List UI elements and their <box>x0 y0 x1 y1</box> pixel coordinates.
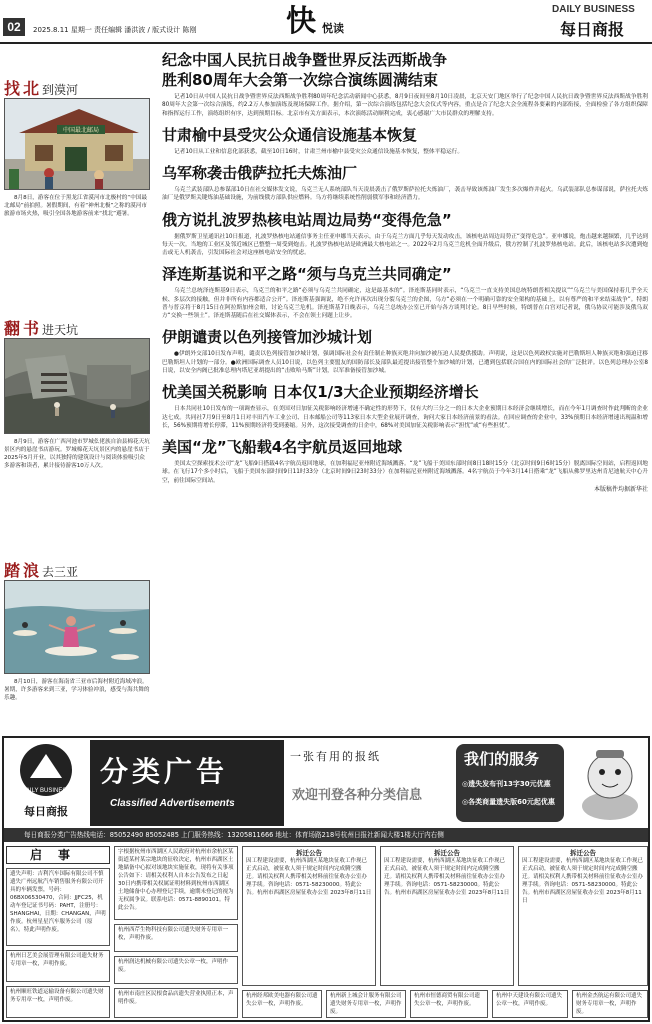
photo-column <box>0 50 152 738</box>
section-title: 快 <box>286 4 316 39</box>
article <box>162 382 648 430</box>
article-headline: 俄方说扎波罗热核电站周边局势“变得危急” <box>162 210 452 229</box>
ads-slogan: 一张有用的报纸 <box>290 750 381 763</box>
mascot-icon <box>574 746 646 824</box>
article-headline: 乌军称袭击俄萨拉托夫炼油厂 <box>162 164 358 183</box>
photo-heading: 踏浪去三亚 <box>4 561 79 580</box>
article-body: 日本共同社10日发布的一项调查显示，在美国对日加征关税影响经济增速不确定性的形势下，仅有大约三分之一的日本大企业预期日本经济会继续增长，而在今年1月调查时作此判断的企业达七成。共同社7月9日至8月1日对丰田汽车工业公司、日本邮船公司等113家日本大型企业展开调查，询问大家日本经济前景的看法。在回应调查的企业中，33%预期日本经济增速出现温和增长，56%预期将增长停滞，11%预期经济将受到萎缩。另外，这次接受调查的日企中，68%对美国加征关税影响表示“担忧”或“有些担忧”。 <box>162 406 648 429</box>
photo-section-2 <box>4 316 150 470</box>
section-subtitle: 悦读 <box>322 22 344 35</box>
ad-demolition-notice: 拆迁公告 因工程建设需要，杭州西湖区某地块征收工作现已正式启动，被征收人须于规定时间内完成腾空搬迁。请相关权利人携带相关材料前往征收办公室办理手续。咨询电话：0571-58230000。特此公告。杭州市西湖区房屋征收办公室 2023年8月11日 <box>242 846 376 986</box>
photo-caption: 8月8日，游客在位于黑龙江省漠河市北极村的“中国最北邮局”前拍照。暑假期间，有着“神州北极”之称的漠河市旅游市场火热，吸引全国各地游客前来“找北”避暑。 <box>4 195 148 218</box>
notice-label: 启事 <box>6 846 110 864</box>
ad-notice: 字根据杭州市西湖区人民政府对杭州市余杭区某街道某村某宗地块的征收决定，杭州市西湖区土地储备中心拟对该地块实施征收，现将有关事项公告如下：请相关权利人自本公告发布之日起30日内携带相关权属证明材料到杭州市西湖区土地储备中心办理登记手续，逾期未登记的视为无权属争议。联系电话：0571-8890101。特此公告。 <box>114 846 238 920</box>
paper-logo <box>6 740 86 826</box>
photo-caption: 8月10日，游客在海南省三亚市后海村附近海域冲浪。暑期，许多游客来到三亚，学习体验冲浪，感受与海共舞的乐趣。 <box>4 679 150 702</box>
service-box <box>456 744 564 822</box>
article-body: 据俄罗斯卫星通讯社10日报道，扎波罗热核电站通信事务主任亚申娜当天表示，由于乌克兰方面几乎每天发动攻击，该核电站周边局势正“变得危急”。亚申娜说，炮击越来越频繁，几乎达到每天一次。当地的工业区及邻近城区已整整一周受到炮击。扎波罗热核电站是欧洲最大核电站之一。2022年2月乌克兰危机全面升级后，俄方控制了扎波罗热核电站。此后，该核电站多次遭到炮击或无人机袭击，引发国际社会对这座核电站安全的忧虑。 <box>162 233 648 257</box>
ad-notice: 杭州新上城会计服务有限公司遗失财务专用章一枚，声明作废。 <box>326 990 406 1018</box>
photo-mohe-post-office <box>4 98 150 190</box>
article-body: 记者10日从工业和信息化部获悉，截至10日16时，甘肃兰州市榆中县受灾公众通信设施基本恢复，整体平稳运行。 <box>174 148 464 155</box>
article <box>162 125 648 156</box>
photo-section-1 <box>4 76 150 218</box>
logo-text: 每日商报 <box>24 805 68 819</box>
ad-demolition-notice: 拆迁公告 因工程建设需要，杭州西湖区某地块征收工作现已正式启动，被征收人须于规定时间内完成腾空搬迁。请相关权利人携带相关材料前往征收办公室办理手续。咨询电话：0571-58230000。特此公告。杭州市西湖区房屋征收办公室 2023年8月11日 <box>380 846 514 986</box>
article-body: ●伊朗外交部10日发布声明，谴责以色列接管加沙城计划，强调国际社会有责任制止种族灭绝并向加沙被压迫人民提供援助。声明说，这是以色列政权实施对巴勒斯坦人种族灭绝和强迫迁移巴勒斯坦人计划的一部分。●欧洲国际调查人员10日说，以色列主要盟友的国防部长及部队最近提出接管整个加沙城的计划，已遭到包括联合国在内的国际社会的广泛批评。以色列总理办公室8日说，以安全内阁已批准总理内塔尼亚胡提出的“击败哈马斯”计划，以军准备接管加沙城。 <box>162 351 648 374</box>
ad-notice: 杭州顺旺铁道运输设备有限公司遗失财务专用章一枚，声明作废。 <box>6 986 110 1018</box>
article-headline-line: 纪念中国人民抗日战争暨世界反法西斯战争 <box>162 51 448 69</box>
ad-notice: 杭州日艺美会展管理有限公司遗失财务专用章一枚，声明作废。 <box>6 950 110 982</box>
ad-notice: 遗失声明：吉利汽车国际有限公司不慎遗失广州远航汽车销售服务有限公司开具的车辆发票，号码：06BX06530470，合同：JJFC25，机动车登记证书号码：PAHT，注册号：SHANGHAI，日期：CHANGAN，声明作废。杭州星星汽车服务公司（原名）。特此声明作废。 <box>6 868 110 946</box>
ads-tagline: 欢迎刊登各种分类信息 <box>292 788 423 803</box>
paper-name-en: DAILY BUSINESS <box>552 4 635 15</box>
source-credit: 本版稿件均据新华社 <box>593 485 648 493</box>
article-headline: 伊朗谴责以色列接管加沙城计划 <box>162 328 373 347</box>
article <box>162 210 648 258</box>
ads-title-block <box>90 740 284 826</box>
article-headline: 泽连斯基说和平之路“须与乌克兰共同确定” <box>162 265 452 284</box>
ad-notice: 杭州市南庄区民根食品店遗失营业执照正本，声明作废。 <box>114 988 238 1018</box>
article-body: 乌克兰武装部队总参谋部10日在社交媒体发文说，乌克兰无人系统部队当天凌晨袭击了俄罗斯萨拉托夫炼油厂，袭击导致该炼油厂发生多次爆炸并起火。乌武装部队总参谋部说，萨拉托夫炼油厂是俄罗斯关键炼油基础设施，为前线俄方部队供应燃料。乌方将继续系统性削弱俄军事和经济潜力。 <box>162 187 648 202</box>
photo-caption: 8月9日，游客在广西河池市罗城仫佬族自治县棉花天坑景区内的悬崖书店游玩。罗城棉花天坑景区内的悬崖书店于2025年5月开业，以其独特的建筑设计与阅读体验吸引众多游客和读者，累计接待游客10万人次。 <box>4 439 150 470</box>
news-column <box>162 50 648 494</box>
logo-mark-icon <box>6 740 86 802</box>
article-body: 美国太空探索技术公司“龙”飞船9日搭载4名宇航员返回地球，在加利福尼亚州附近海域溅落。“龙”飞船于美国东部时间8日18时15分（北京时间9日6时15分）脱离国际空间站，启程返回地球。在飞行17个多小时后，飞船于美国东部时间9日11时33分（北京时间9日23时33分）在加利福尼亚州附近海域溅落。4名宇航员于今年3月14日搭乘“龙”飞船从佛罗里达州肯尼迪航天中心升空，前往国际空间站。 <box>162 461 648 484</box>
service-line: ◎遗失发布刊13字30元优惠 <box>462 780 551 788</box>
ads-title-en: Classified Advertisements <box>110 798 235 809</box>
article <box>162 50 648 118</box>
page-number: 02 <box>3 18 25 36</box>
photo-section-3 <box>4 558 150 702</box>
article-headline: 美国“龙”飞船载4名宇航员返回地球 <box>162 438 403 457</box>
ad-notice: 杭州经邦欧美电器有限公司遗失公章一枚，声明作废。 <box>242 990 322 1018</box>
photo-heading: 找北到漠河 <box>4 79 79 98</box>
ads-title: 分类广告 <box>100 755 229 788</box>
svg-text:DAILY BUSINESS: DAILY BUSINESS <box>21 788 71 794</box>
article-headline: 忧美国关税影响 日本仅1/3大企业预期经济增长 <box>162 383 479 402</box>
classified-ads <box>2 736 650 1022</box>
ad-notice: 杭州金杰航运有限公司遗失财务专用章一枚，声明作废。 <box>572 990 648 1018</box>
ad-demolition-notice: 拆迁公告 因工程建设需要，杭州西湖区某地块征收工作现已正式启动，被征收人须于规定时间内完成腾空搬迁。请相关权利人携带相关材料前往征收办公室办理手续。咨询电话：0571-58230000。特此公告。杭州市西湖区房屋征收办公室 2023年8月11日 <box>518 846 648 986</box>
article-headline-line: 胜利80周年大会第一次综合演练圆满结束 <box>162 71 438 89</box>
photo-cliff-bookstore <box>4 338 150 434</box>
ad-notice: 杭州中天建设有限公司遗失公章一枚，声明作废。 <box>492 990 568 1018</box>
article <box>162 437 648 485</box>
article <box>162 264 648 320</box>
photo-heading: 翻书进天坑 <box>4 319 79 338</box>
article-body: 乌克兰总统泽连斯基9日表示，乌克兰的和平之路“必须与乌克兰共同确定，这是最基本的”。泽连斯基同时表示，“乌克兰一直支持美国总统特朗普相关提议”“乌克兰与美国保持着几乎全天候、多层次的接触，但并非所有内容都适合公开”。泽连斯基强调说，绝不允许再次出现分裂乌克兰的企图，乌方“必须在一个明确可靠的安全架构的基础上，以有尊严的和平来结束战争”。特朗普与普京将于8月15日在阿拉斯加州会晤，讨论乌克兰危机。泽连斯基7日晚表示，乌克兰总统办公室已开始与各方谈判讨论。8日早些时候，特朗普在白宫对记者说，俄乌协议可能涉及俄乌双方“交换一些领土”。泽连斯基随后在社交媒体表示，不会在领土问题上让步。 <box>162 288 648 320</box>
ad-notice: 杭州润达机械有限公司遗失公章一枚，声明作废。 <box>114 956 238 984</box>
article <box>162 163 648 203</box>
article-body: 记者10日从中国人民抗日战争暨世界反法西斯战争胜利80周年纪念活动新闻中心获悉，8月9日夜间至8月10日凌晨，北京天安门地区举行了纪念中国人民抗日战争暨世界反法西斯战争胜利80周年大会第一次综合演练，约2.2万人参加演练及现场保障工作。据介绍，第一次综合演练包括纪念大会仪式等内容，重点是合了纪念大会全流程各要素的内部衔接，全面检验了各方组织保障和指挥运行工作，演练组织有序，达到预期目标。北京市有关方面表示，本次演练活动顺利完成，衷心感谢广大市民群众的理解支持。 <box>162 94 648 117</box>
ad-notice: 杭州西芹生物科技有限公司遗失财务专用章一枚，声明作废。 <box>114 924 238 952</box>
issue-info: 2025.8.11 星期一 责任编辑 潘洪波 / 版式设计 陈刚 <box>33 26 197 34</box>
photo-sign: 中国最北邮局 <box>62 127 100 134</box>
page-header <box>0 0 652 44</box>
service-title: 我们的服务 <box>464 750 540 768</box>
paper-name: 每日商报 <box>560 20 625 39</box>
article-headline: 甘肃榆中县受灾公众通信设施基本恢复 <box>162 125 418 144</box>
ad-notice: 杭州市恒德商贸有限公司遗失公章一枚，声明作废。 <box>410 990 488 1018</box>
photo-sanya-surfing <box>4 580 150 674</box>
service-line: ◎各类商量遗失版60元起优惠 <box>462 798 555 806</box>
ads-hotline: 每日商报分类广告热线电话：85052490 85052485 上门服务热线：13205811666 地址：体育场路218号杭州日报社新闻大楼1楼大厅内右侧 <box>4 828 648 842</box>
article <box>162 327 648 375</box>
